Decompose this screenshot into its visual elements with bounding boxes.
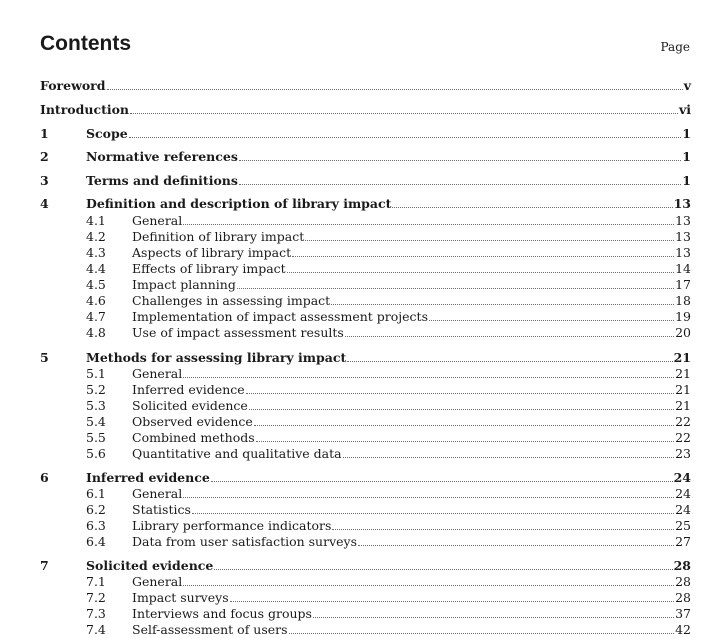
toc-entry-title: Terms and definitions [86,173,238,188]
dot-leader [107,88,683,90]
toc-entry[interactable] [40,196,691,212]
toc-entry-number: 4.2 [86,229,106,244]
toc-entry-page: 21 [675,382,691,397]
toc-entry-number: 4.5 [86,277,106,292]
toc-entry-title: Normative references [86,149,238,164]
page-column-label: Page [660,40,690,54]
toc-entry-page: vi [678,102,691,117]
toc-entry[interactable] [40,277,691,293]
dot-leader [343,456,675,458]
toc-entry-page: 23 [675,446,691,461]
toc-entry-page: 13 [675,229,691,244]
toc-entry-title: Definition of library impact [132,229,305,244]
toc-entry-page: 25 [675,518,691,533]
toc-entry-page: 13 [675,245,691,260]
toc-entry-title: General [132,366,183,381]
dot-leader [292,255,674,257]
toc-entry[interactable] [40,245,691,261]
toc-entry-title: Data from user satisfaction surveys [132,534,358,549]
dot-leader [129,136,682,138]
toc-entry[interactable] [40,350,691,366]
toc-entry[interactable] [40,293,691,309]
toc-entry[interactable] [40,574,691,590]
toc-entry-title: Introduction [40,102,130,117]
dot-leader [214,568,672,570]
toc-entry-title: Impact planning [132,277,236,292]
toc-entry-number: 4.3 [86,245,106,260]
toc-entry-title: Effects of library impact [132,261,286,276]
toc-entry-page: 28 [675,590,691,605]
toc-entry-number: 6.1 [86,486,106,501]
toc-entry-number: 5 [40,350,49,365]
toc-entry-number: 6 [40,470,49,485]
toc-entry-number: 5.4 [86,414,106,429]
toc-entry-title: Foreword [40,78,106,93]
toc-entry-title: Challenges in assessing impact [132,293,331,308]
toc-entry-number: 6.3 [86,518,106,533]
toc-entry-page: 20 [675,325,691,340]
dot-leader [289,632,675,634]
dot-leader [358,544,674,546]
toc-entry-title: Self-assessment of users [132,622,288,637]
dot-leader [237,287,674,289]
toc-entry-page: 21 [675,366,691,381]
toc-entry-page: 21 [675,398,691,413]
toc-entry-title: Interviews and focus groups [132,606,312,621]
page-title: Contents [40,32,131,55]
toc-entry[interactable] [40,518,691,534]
toc-entry[interactable] [40,590,691,606]
toc-entry-number: 4 [40,196,49,211]
toc-entry[interactable] [40,446,691,462]
toc-entry-number: 6.4 [86,534,106,549]
dot-leader [429,319,674,321]
dot-leader [183,376,674,378]
toc-entry-number: 5.2 [86,382,106,397]
toc-entry[interactable] [40,502,691,518]
toc-entry-title: Use of impact assessment results [132,325,344,340]
toc-entry-page: 14 [675,261,691,276]
toc-entry-title: Solicited evidence [132,398,248,413]
toc-entry[interactable] [40,102,691,118]
toc-entry[interactable] [40,558,691,574]
toc-entry[interactable] [40,309,691,325]
toc-entry[interactable] [40,606,691,622]
toc-entry-number: 5.5 [86,430,106,445]
dot-leader [256,440,674,442]
dot-leader [345,335,674,337]
dot-leader [305,239,674,241]
dot-leader [313,616,674,618]
toc-entry-number: 5.6 [86,446,106,461]
toc-entry[interactable] [40,366,691,382]
toc-entry-title: Library performance indicators [132,518,332,533]
toc-entry-page: 22 [675,414,691,429]
toc-entry-page: 24 [675,486,691,501]
toc-entry-number: 7.1 [86,574,106,589]
toc-entry[interactable] [40,382,691,398]
toc-entry-number: 4.1 [86,213,106,228]
toc-entry-page: 24 [675,502,691,517]
toc-entry[interactable] [40,398,691,414]
dot-leader [239,159,681,161]
toc-entry-number: 3 [40,173,49,188]
toc-entry-title: Scope [86,126,128,141]
toc-entry-page: 13 [675,213,691,228]
toc-entry-title: Definition and description of library impact [86,196,392,211]
toc-entry[interactable] [40,486,691,502]
toc-entry-number: 1 [40,126,49,141]
toc-entry-page: 24 [673,470,691,485]
toc-entry-page: 42 [675,622,691,637]
toc-entry[interactable] [40,213,691,229]
toc-entry-number: 7.2 [86,590,106,605]
toc-entry-page: 27 [675,534,691,549]
toc-entry-title: Inferred evidence [132,382,245,397]
toc-entry-page: v [683,78,691,93]
toc-entry-page: 1 [682,126,691,141]
dot-leader [183,496,674,498]
toc-entry-title: Combined methods [132,430,255,445]
dot-leader [249,408,674,410]
dot-leader [246,392,674,394]
toc-entry-number: 6.2 [86,502,106,517]
dot-leader [287,271,674,273]
toc-entry-title: Implementation of impact assessment projects [132,309,428,324]
toc-entry[interactable] [40,229,691,245]
toc-entry-title: General [132,486,183,501]
toc-entry-title: Methods for assessing library impact [86,350,347,365]
dot-leader [254,424,674,426]
toc-entry-page: 19 [675,309,691,324]
dot-leader [239,183,681,185]
toc-entry-number: 7.4 [86,622,106,637]
toc-entry[interactable] [40,414,691,430]
dot-leader [130,112,678,114]
toc-entry[interactable] [40,325,691,341]
toc-entry-page: 22 [675,430,691,445]
toc-entry-page: 1 [682,149,691,164]
toc-entry[interactable] [40,534,691,550]
toc-entry-title: General [132,574,183,589]
toc-entry-title: General [132,213,183,228]
toc-entry-number: 4.4 [86,261,106,276]
toc-entry-number: 5.3 [86,398,106,413]
toc-entry-number: 4.6 [86,293,106,308]
dot-leader [211,480,673,482]
toc-entry-title: Aspects of library impact [132,245,292,260]
toc-entry-number: 4.7 [86,309,106,324]
dot-leader [331,303,674,305]
toc-entry[interactable] [40,261,691,277]
toc-entry-number: 5.1 [86,366,106,381]
toc-entry-title: Solicited evidence [86,558,214,573]
toc-entry[interactable] [40,78,691,94]
toc-entry[interactable] [40,470,691,486]
dot-leader [192,512,674,514]
dot-leader [332,528,674,530]
toc-entry[interactable] [40,149,691,165]
toc-entry-number: 4.8 [86,325,106,340]
toc-entry-title: Statistics [132,502,191,517]
toc-entry-page: 13 [673,196,691,211]
toc-entry-number: 2 [40,149,49,164]
toc-entry-page: 28 [675,574,691,589]
toc-entry-page: 21 [673,350,691,365]
dot-leader [347,360,672,362]
toc-entry-title: Inferred evidence [86,470,210,485]
dot-leader [183,584,674,586]
toc-entry-number: 7.3 [86,606,106,621]
toc-entry-page: 37 [675,606,691,621]
dot-leader [183,223,674,225]
toc-entry-page: 28 [673,558,691,573]
toc-entry[interactable] [40,622,691,638]
toc-entry-page: 1 [682,173,691,188]
toc-entry[interactable] [40,430,691,446]
toc-entry-number: 7 [40,558,49,573]
toc-entry-title: Impact surveys [132,590,229,605]
toc-entry[interactable] [40,126,691,142]
dot-leader [230,600,674,602]
toc-entry-title: Observed evidence [132,414,253,429]
toc-entry-title: Quantitative and qualitative data [132,446,342,461]
toc-entry-page: 17 [675,277,691,292]
toc-entry-page: 18 [675,293,691,308]
toc-entry[interactable] [40,173,691,189]
dot-leader [392,206,672,208]
